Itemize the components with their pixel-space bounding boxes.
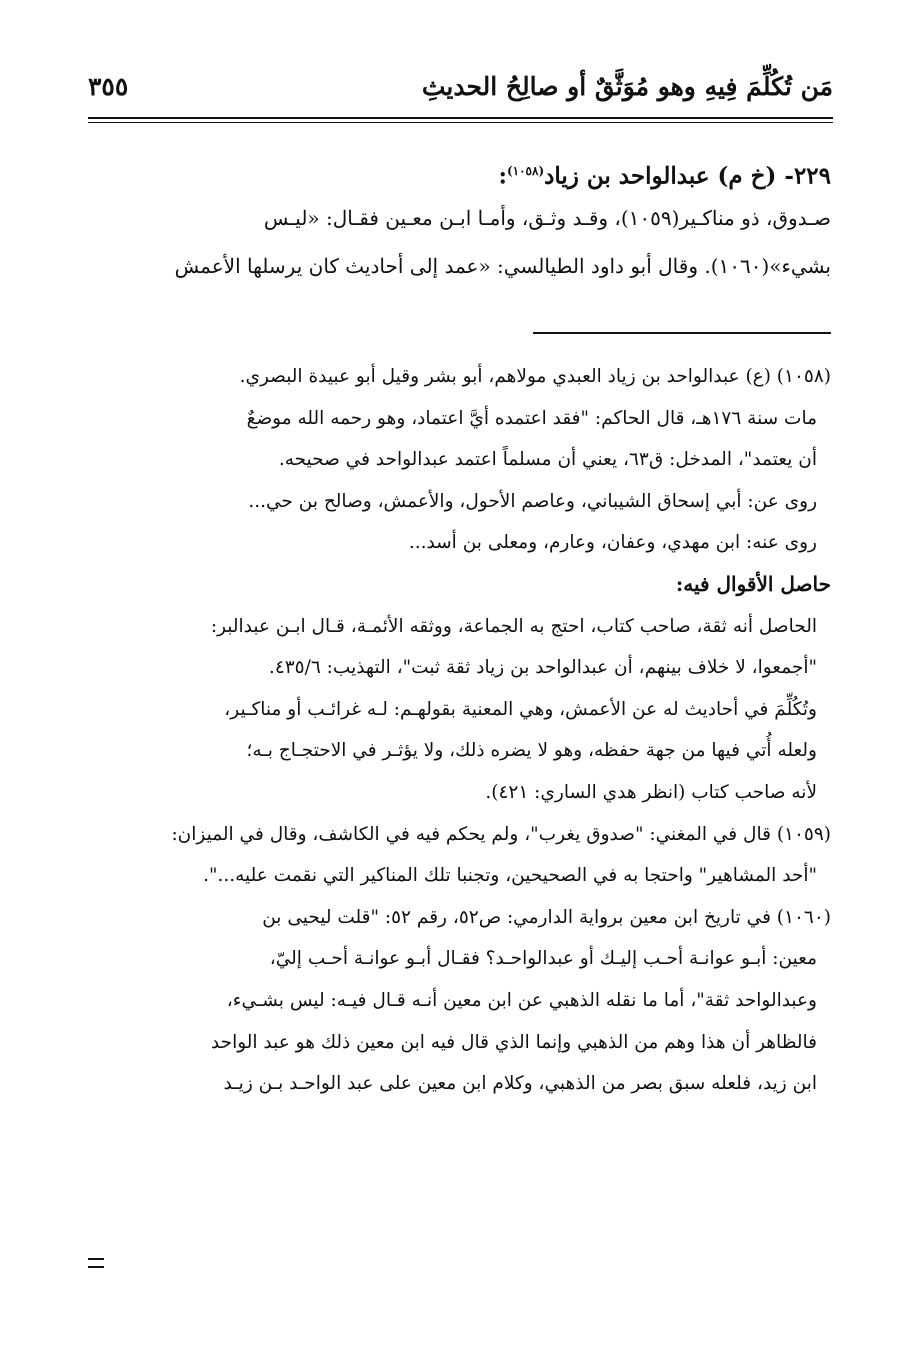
footnote-line: معين: أبـو عوانـة أحـب إليـك أو عبدالواحـد؟ فقـال أبـو عوانـة أحـب إليّ، xyxy=(269,948,817,970)
footnote-line: الحاصل أنه ثقة، صاحب كتاب، احتج به الجماعة، ووثقه الأئمـة، قـال ابـن عبدالبر: xyxy=(210,615,817,637)
footnote-line: فالظاهر أن هذا وهم من الذهبي وإنما الذي قال فيه ابن معين ذلك هو عبد الواحد xyxy=(210,1031,817,1053)
footnote-line: روى عنه: ابن مهدي، وعفان، وعارم، ومعلى بن أسد... xyxy=(408,532,817,554)
main-text xyxy=(88,148,831,290)
footnote-line: مات سنة ١٧٦هـ، قال الحاكم: "فقد اعتمده أيَّ اعتماد، وهو رحمه الله موضعٌ xyxy=(246,407,817,429)
footnote-line: (١٠٦٠) في تاريخ ابن معين برواية الدارمي: ص٥٢، رقم ٥٢: "قلت ليحيى بن xyxy=(262,906,831,928)
footnote-line: (١٠٥٩) قال في المغني: "صدوق يغرب"، ولم يحكم فيه في الكاشف، وقال في الميزان: xyxy=(171,823,831,845)
footnote-heading: حاصل الأقوال فيه: xyxy=(675,571,831,596)
footnote-line: وتُكُلِّمَ في أحاديث له عن الأعمش، وهي المعنية بقولهـم: لـه غرائـب أو مناكـير، xyxy=(224,698,817,720)
header-rule-thick xyxy=(88,117,833,119)
entry-title xyxy=(88,148,831,194)
page-number: ٣٥٥ xyxy=(88,72,129,101)
footnote-line: وعبدالواحد ثقة"، أما ما نقله الذهبي عن ابن معين أنـه قـال فيـه: ليس بشـيء، xyxy=(226,989,817,1011)
footnote-separator xyxy=(533,332,831,334)
footnote-line: روى عن: أبي إسحاق الشيباني، وعاصم الأحول، والأعمش، وصالح بن حي... xyxy=(248,490,817,512)
footnote-line: أن يعتمد"، المدخل: ق٦٣، يعني أن مسلماً اعتمد عبدالواحد في صحيحه. xyxy=(278,449,817,471)
main-line-2: بشيء»(١٠٦٠). وقال أبو داود الطيالسي: «عمد إلى أحاديث كان يرسلها الأعمش xyxy=(174,254,831,278)
footnote-line: (١٠٥٨) (ع) عبدالواحد بن زياد العبدي مولاهم، أبو بشر وقيل أبو عبيدة البصري. xyxy=(239,366,831,387)
continuation-mark xyxy=(88,1258,104,1268)
running-title: مَن تُكُلِّمَ فِيهِ وهو مُوَثَّقٌ أو صالِحُ الحديثِ xyxy=(421,72,833,101)
footnote-line: ابن زيد، فلعله سبق بصر من الذهبي، وكلام ابن معين على عبد الواحـد بـن زيـد xyxy=(223,1073,817,1095)
page-header xyxy=(88,68,833,112)
footnote-line: "أجمعوا، لا خلاف بينهم، أن عبدالواحد بن زياد ثقة ثبت"، التهذيب: ٤٣٥/٦. xyxy=(268,657,817,679)
footnote-line: لأنه صاحب كتاب (انظر هدي الساري: ٤٢١). xyxy=(485,781,817,803)
main-line-1: صـدوق، ذو مناكـير(١٠٥٩)، وقـد وثـق، وأمـا ابـن معـين فقـال: «ليـس xyxy=(263,206,831,230)
footnotes xyxy=(88,356,831,1105)
entry-title-note: (١٠٥٨) xyxy=(506,164,545,178)
entry-title-colon: : xyxy=(498,162,507,190)
footnote-line: ولعله أُتي فيها من جهة حفظه، وهو لا يضره ذلك، ولا يؤثـر في الاحتجـاج بـه؛ xyxy=(246,740,817,762)
footnote-line: "أحد المشاهير" واحتجا به في الصحيحين، وتجنبا تلك المناكير التي نقمت عليه...". xyxy=(203,865,817,887)
header-rule-thin xyxy=(88,122,833,123)
entry-title-text: ٢٢٩- (خ م) عبدالواحد بن زياد xyxy=(544,162,831,190)
